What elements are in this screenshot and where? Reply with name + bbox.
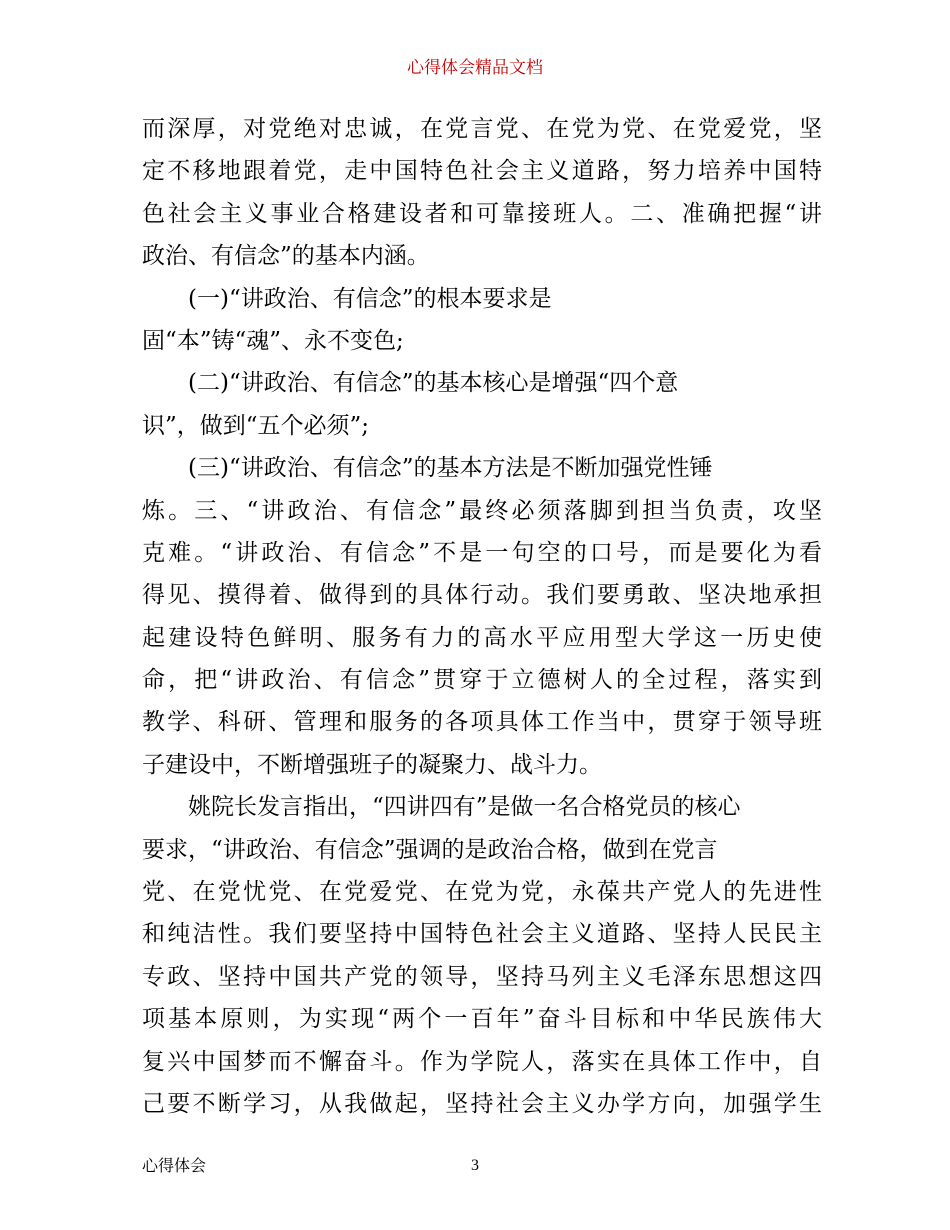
body-line: 起建设特色鲜明、服务有力的高水平应用型大学这一历史使: [142, 624, 822, 651]
body-line: 姚院长发言指出，“四讲四有”是做一名合格党员的核心: [188, 794, 741, 821]
page-number: 3: [471, 1157, 479, 1174]
footer-label: 心得体会: [142, 1156, 207, 1175]
body-line: 己要不断学习，从我做起，坚持社会主义办学方向，加强学生: [142, 1090, 822, 1117]
body-line: 识”，做到“五个必须”;: [142, 412, 370, 439]
body-line: (三)“讲政治、有信念”的基本方法是不断加强党性锤: [188, 455, 713, 482]
body-line: 命，把“讲政治、有信念”贯穿于立德树人的全过程，落实到: [142, 667, 822, 694]
body-line: 子建设中，不断增强班子的凝聚力、战斗力。: [142, 751, 602, 778]
body-line: 而深厚，对党绝对忠诚，在党言党、在党为党、在党爱党，坚: [142, 116, 822, 142]
body-line: (一)“讲政治、有信念”的根本要求是: [188, 285, 552, 312]
body-line: 定不移地跟着党，走中国特色社会主义道路，努力培养中国特: [142, 158, 822, 185]
body-line: 和纯洁性。我们要坚持中国特色社会主义道路、坚持人民民主: [142, 921, 822, 948]
document-body: [142, 108, 822, 1125]
body-line: 得见、摸得着、做得到的具体行动。我们要勇敢、坚决地承担: [142, 582, 822, 609]
body-line: 克难。“讲政治、有信念”不是一句空的口号，而是要化为看: [142, 539, 822, 566]
body-line: 固“本”铸“魂”、永不变色;: [142, 327, 404, 354]
body-line: 教学、科研、管理和服务的各项具体工作当中，贯穿于领导班: [142, 709, 822, 736]
body-line: 政治、有信念”的基本内涵。: [142, 243, 430, 270]
body-line: 色社会主义事业合格建设者和可靠接班人。二、准确把握“讲: [142, 200, 822, 227]
body-line: 炼。三、“讲政治、有信念”最终必须落脚到担当负责，攻坚: [142, 497, 822, 524]
body-line: 要求，“讲政治、有信念”强调的是政治合格，做到在党言: [142, 836, 718, 863]
body-line: 复兴中国梦而不懈奋斗。作为学院人，落实在具体工作中，自: [142, 1048, 822, 1075]
body-line: (二)“讲政治、有信念”的基本核心是增强“四个意: [188, 370, 679, 397]
body-line: 项基本原则，为实现“两个一百年”奋斗目标和中华民族伟大: [142, 1006, 822, 1033]
page-header-title: 心得体会精品文档: [407, 58, 543, 78]
body-line: 党、在党忧党、在党爱党、在党为党，永葆共产党人的先进性: [142, 879, 822, 906]
body-line: 专政、坚持中国共产党的领导，坚持马列主义毛泽东思想这四: [142, 963, 822, 990]
